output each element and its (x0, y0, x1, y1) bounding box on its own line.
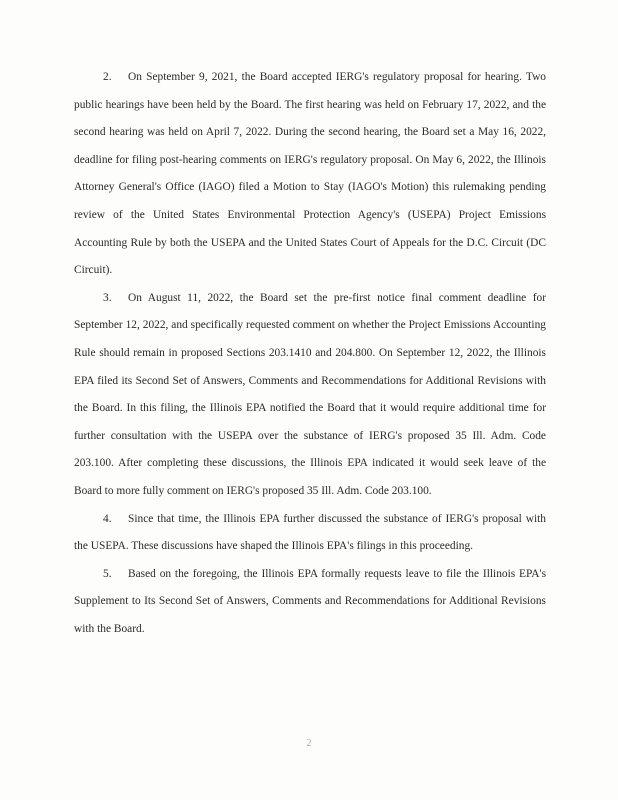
paragraph-text: On August 11, 2022, the Board set the pre-first notice final comment deadline for September 12, 2022, and specifically requested comment on whether the Project Emissions Accounting Rule should remain in proposed Sections 203.1410 and 204.800. On September 12, 2022, the Illinois EPA filed its Second Set of Answers, Comments and Recommendations for Additional Revisions with the Board. In this filing, the Illinois EPA notified the Board that it would require additional time for further consultation with the USEPA over the substance of IERG's proposed 35 Ill. Adm. Code 203.100. After completing these discussions, the Illinois EPA indicated it would seek leave of the Board to more fully comment on IERG's proposed 35 Ill. Adm. Code 203.100. (74, 291, 546, 497)
paragraph-number: 3. (103, 291, 112, 304)
paragraph-3 (74, 285, 546, 506)
paragraph-text: Since that time, the Illinois EPA further discussed the substance of IERG's proposal with the USEPA. These discussions have shaped the Illinois EPA's filings in this proceeding. (74, 512, 546, 553)
paragraph-text: On September 9, 2021, the Board accepted IERG's regulatory proposal for hearing. Two public hearings have been held by the Board. The first hearing was held on February 17, 2022, and the second hearing was held on April 7, 2022. During the second hearing, the Board set a May 16, 2022, deadline for filing post-hearing comments on IERG's regulatory proposal. On May 6, 2022, the Illinois Attorney General's Office (IAGO) filed a Motion to Stay (IAGO's Motion) this rulemaking pending review of the United States Environmental Protection Agency's (USEPA) Project Emissions Accounting Rule by both the USEPA and the United States Court of Appeals for the D.C. Circuit (DC Circuit). (74, 71, 546, 277)
paragraph-number: 4. (103, 512, 112, 525)
paragraph-4 (74, 506, 546, 561)
paragraph-number: 5. (103, 567, 112, 580)
paragraph-5 (74, 561, 546, 644)
document-body (74, 64, 546, 643)
paragraph-2 (74, 64, 546, 285)
page-number: 2 (306, 738, 312, 749)
paragraph-text: Based on the foregoing, the Illinois EPA formally requests leave to file the Illinois EPA's Supplement to Its Second Set of Answers, Comments and Recommendations for Additional Revisions with the Board. (74, 567, 546, 635)
paragraph-number: 2. (103, 71, 112, 83)
